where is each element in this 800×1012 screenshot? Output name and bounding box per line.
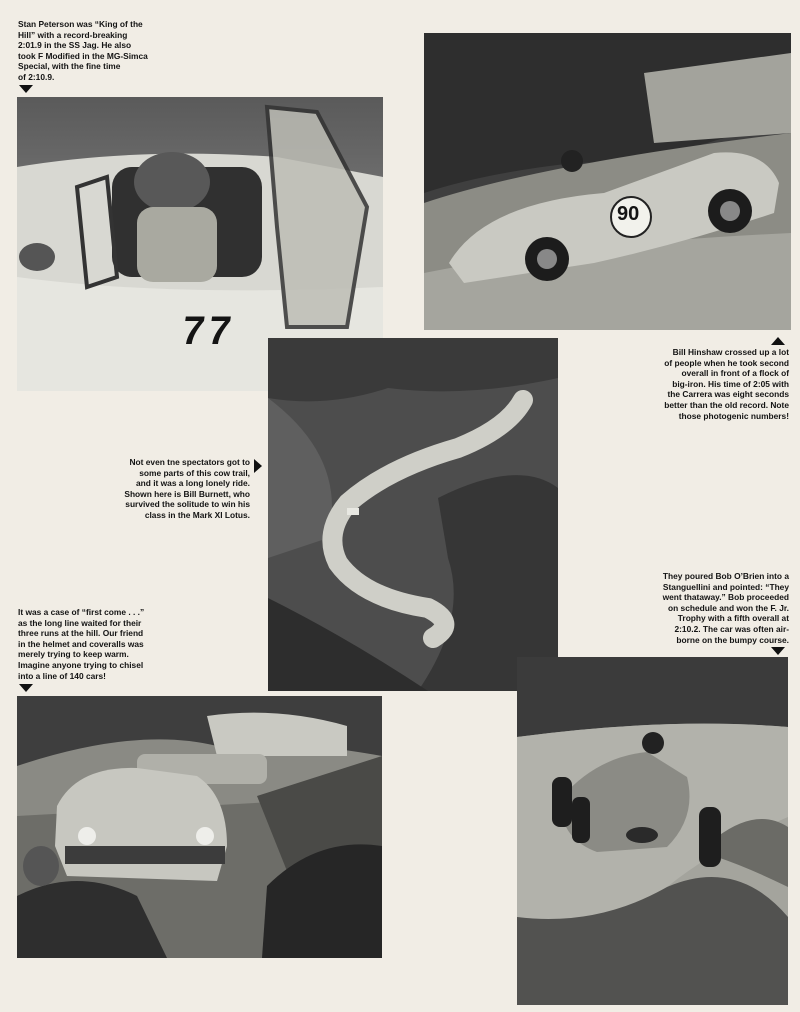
caption-peterson xyxy=(18,19,188,83)
caption-line: in the helmet and coveralls was xyxy=(18,638,144,649)
caption-first-come xyxy=(18,607,198,681)
caption-line: and it was a long lonely ride. xyxy=(135,478,250,489)
caption-hinshaw xyxy=(600,347,789,421)
caption-line: Special, with the fine time xyxy=(18,61,121,72)
photo-waiting-line xyxy=(17,696,382,958)
caption-line: Trophy with a fifth overall at xyxy=(677,613,789,624)
caption-line: It was a case of “first come . . .” xyxy=(18,607,145,617)
car-number-77: 77 xyxy=(178,309,238,353)
caption-line: merely trying to keep warm. xyxy=(18,649,129,660)
caption-line: some parts of this cow trail, xyxy=(139,467,250,478)
caption-line: of people when he took second xyxy=(664,357,789,368)
caption-line: as the long line waited for their xyxy=(18,617,142,628)
caption-line: borne on the bumpy course. xyxy=(676,634,789,645)
down-arrow-icon xyxy=(19,684,33,692)
caption-line: 2:10.2. The car was often air- xyxy=(674,623,789,634)
caption-line: They poured Bob O’Brien into a xyxy=(662,571,789,581)
caption-line: big-iron. His time of 2:05 with xyxy=(672,378,789,389)
caption-line: better than the old record. Note xyxy=(664,399,789,410)
caption-line: the Carrera was eight seconds xyxy=(667,389,789,400)
down-arrow-icon xyxy=(771,647,785,655)
caption-line: 2:01.9 in the SS Jag. He also xyxy=(18,40,132,51)
photo-obrien-stanguellini xyxy=(517,657,788,1005)
caption-burnett xyxy=(80,457,250,521)
right-arrow-icon xyxy=(254,459,262,473)
photo-winding-road xyxy=(268,338,558,691)
up-arrow-icon xyxy=(771,337,785,345)
caption-line: went thataway.” Bob proceeded xyxy=(662,592,789,603)
caption-line: class in the Mark XI Lotus. xyxy=(144,509,250,520)
caption-line: Imagine anyone trying to chisel xyxy=(18,659,144,670)
caption-line: on schedule and won the F. Jr. xyxy=(668,602,789,613)
photo-hinshaw-carrera xyxy=(424,33,791,330)
caption-obrien xyxy=(596,571,789,645)
caption-line: Shown here is Bill Burnett, who xyxy=(124,488,250,499)
caption-line: into a line of 140 cars! xyxy=(18,670,106,681)
caption-line: Not even tne spectators got to xyxy=(129,457,250,467)
caption-line: three runs at the hill. Our friend xyxy=(18,628,144,639)
caption-line: Bill Hinshaw crossed up a lot xyxy=(672,347,789,357)
caption-line: Hill” with a record-breaking xyxy=(18,29,128,40)
caption-line: Stanguellini and pointed: “They xyxy=(662,581,789,592)
caption-line: Stan Peterson was “King of the xyxy=(18,19,143,29)
car-number-90: 90 xyxy=(617,203,640,225)
caption-line: overall in front of a flock of xyxy=(681,368,789,379)
caption-line: those photogenic numbers! xyxy=(678,410,789,421)
caption-line: of 2:10.9. xyxy=(18,71,55,82)
caption-line: took F Modified in the MG-Simca xyxy=(18,50,148,61)
caption-line: survived the solitude to win his xyxy=(125,499,250,510)
down-arrow-icon xyxy=(19,85,33,93)
